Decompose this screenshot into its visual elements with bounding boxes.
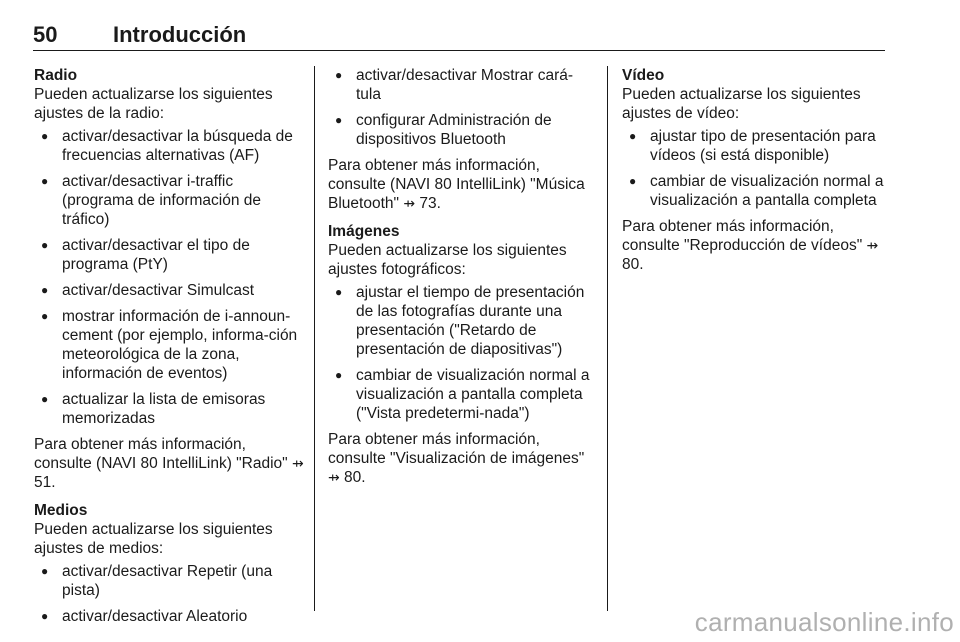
bullet-list — [328, 283, 592, 423]
list-item: ● mostrar información de i-announ-cement (por ejemplo, informa-ción meteorológica de la zona, información de eventos) — [34, 307, 304, 383]
column-2 — [328, 66, 592, 496]
reference-paragraph — [622, 217, 888, 274]
reference-page: 73. — [419, 195, 441, 212]
reference-text: Para obtener más información, consulte (NAVI 80 IntelliLink) "Radio" — [34, 436, 288, 472]
arrow-icon: ⇸ — [403, 195, 416, 211]
list-item: ● ajustar el tiempo de presentación de las fotografías durante una presentación ("Retardo de presentación de diapositivas") — [328, 283, 592, 359]
list-item: ● cambiar de visualización normal a visualización a pantalla completa ("Vista predetermi-nada") — [328, 366, 592, 423]
arrow-icon: ⇸ — [866, 237, 879, 253]
arrow-icon: ⇸ — [291, 455, 304, 471]
page-number: 50 — [33, 22, 58, 47]
section-title-imagenes: Imágenes — [328, 223, 400, 240]
column-divider — [607, 66, 608, 611]
reference-page: 80. — [622, 256, 644, 273]
section-title-radio: Radio — [34, 67, 78, 84]
reference-page: 80. — [344, 469, 366, 486]
list-item: ● activar/desactivar el tipo de programa (PtY) — [34, 236, 304, 274]
column-1 — [34, 66, 304, 633]
list-item: ● activar/desactivar Simulcast — [34, 281, 304, 300]
bullet-list — [34, 127, 304, 428]
page-title: Introducción — [113, 22, 247, 47]
list-item: ● actualizar la lista de emisoras memorizadas — [34, 390, 304, 428]
bullet-list — [622, 127, 888, 210]
reference-paragraph — [328, 156, 592, 213]
reference-paragraph — [34, 435, 304, 492]
watermark: carmanualsonline.info — [694, 607, 954, 637]
list-item: ● activar/desactivar i-traffic (programa de información de tráfico) — [34, 172, 304, 229]
column-3 — [622, 66, 888, 283]
column-divider — [314, 66, 315, 611]
section-title-medios: Medios — [34, 502, 88, 519]
reference-text: Para obtener más información, consulte (NAVI 80 IntelliLink) "Música Bluetooth" — [328, 157, 585, 212]
bullet-list — [34, 562, 304, 626]
list-item: ● activar/desactivar Repetir (una pista) — [34, 562, 304, 600]
section-intro: Pueden actualizarse los siguientes ajustes de vídeo: — [622, 86, 861, 122]
section-intro: Pueden actualizarse los siguientes ajustes fotográficos: — [328, 242, 567, 278]
arrow-icon: ⇸ — [328, 469, 340, 485]
section-intro: Pueden actualizarse los siguientes ajustes de medios: — [34, 521, 273, 557]
list-item: ● activar/desactivar Aleatorio — [34, 607, 304, 626]
list-item: ● configurar Administración de dispositivos Bluetooth — [328, 111, 592, 149]
section-intro: Pueden actualizarse los siguientes ajustes de la radio: — [34, 86, 273, 122]
list-item: ● activar/desactivar Mostrar cará-tula — [328, 66, 592, 104]
page-header — [33, 20, 885, 51]
list-item: ● ajustar tipo de presentación para vídeos (si está disponible) — [622, 127, 888, 165]
list-item: ● activar/desactivar la búsqueda de frecuencias alternativas (AF) — [34, 127, 304, 165]
reference-page: 51. — [34, 474, 56, 491]
list-item: ● cambiar de visualización normal a visualización a pantalla completa — [622, 172, 888, 210]
bullet-list — [328, 66, 592, 149]
reference-text: Para obtener más información, consulte "Reproducción de vídeos" — [622, 218, 863, 254]
reference-paragraph — [328, 430, 592, 487]
reference-text: Para obtener más información, consulte "Visualización de imágenes" — [328, 431, 585, 467]
section-title-video: Vídeo — [622, 67, 665, 84]
